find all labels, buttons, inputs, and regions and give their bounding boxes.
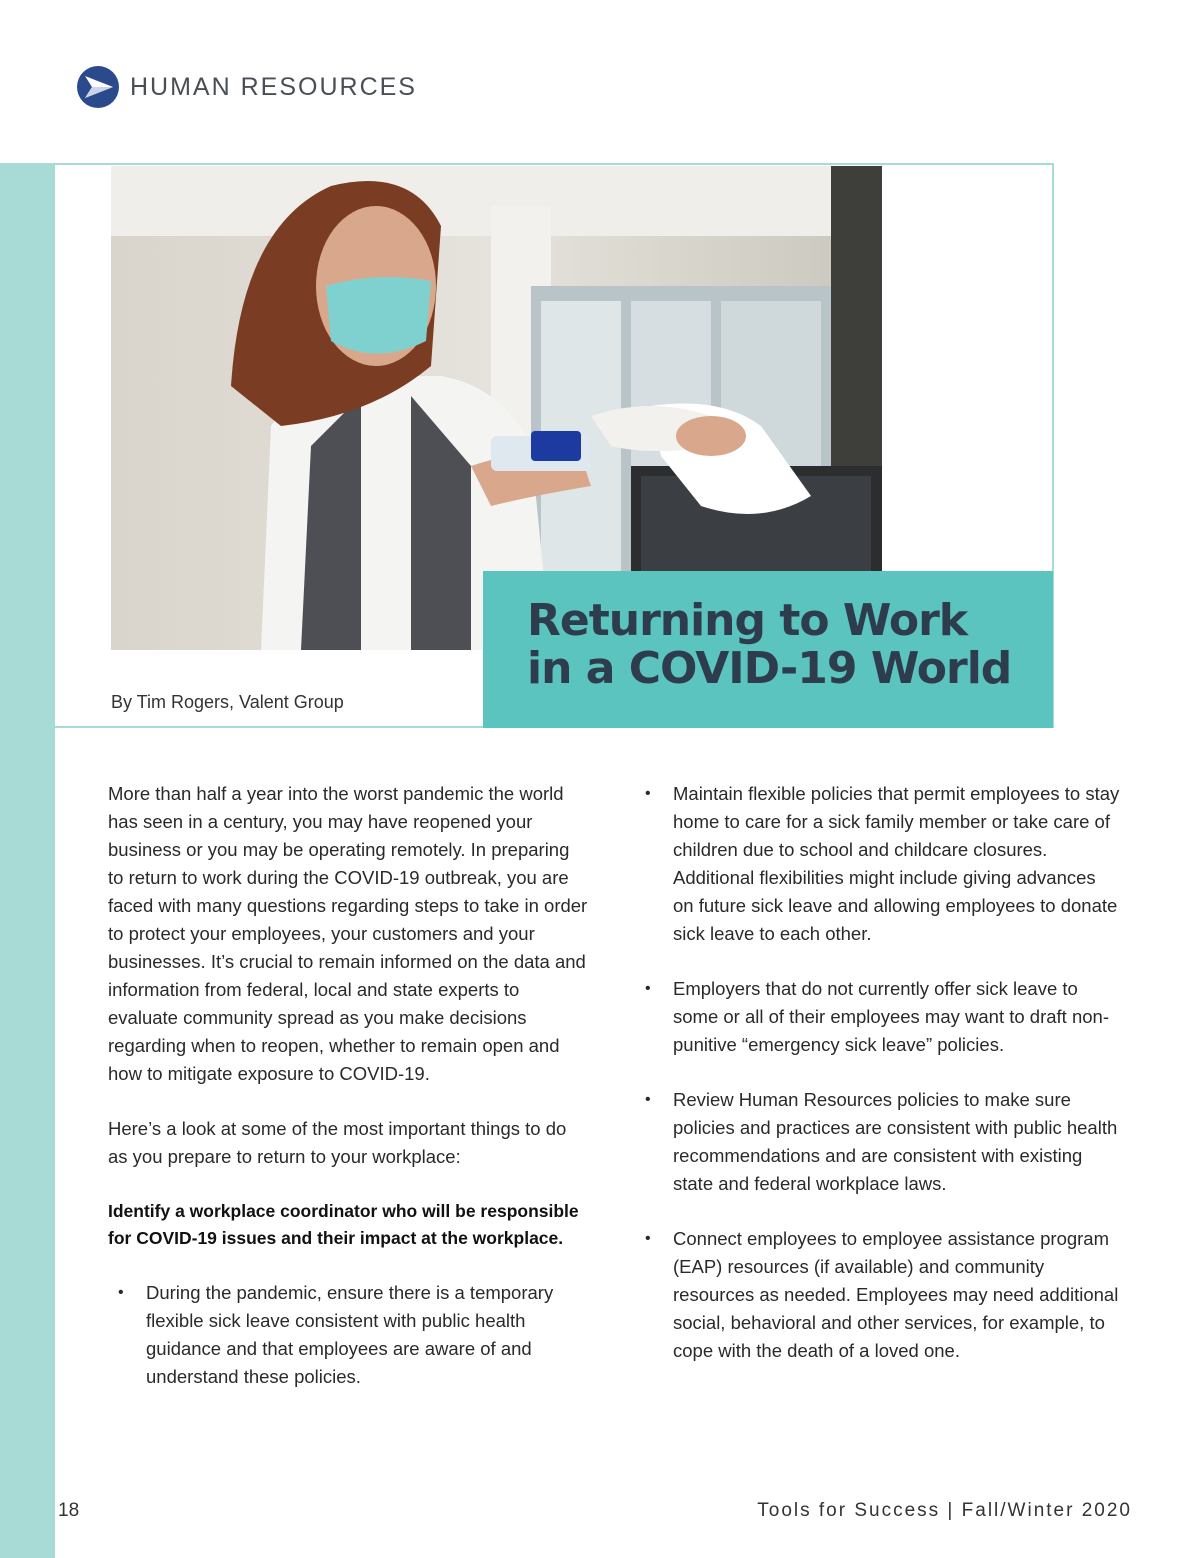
bullet-icon: • [645,1091,651,1108]
list-item-text: Employers that do not currently offer sick leave to some or all of their employees may want to draft non-punitive “emergency sick leave” policies. [673,978,1109,1055]
list-item-text: Maintain flexible policies that permit employees to stay home to care for a sick family member or take care of children due to school and childcare closures. Additional flexibilities might include giving advances on future sick leave and allowing employees to donate sick leave to each other. [673,783,1120,944]
bullet-icon: • [645,980,651,997]
list-item [645,1086,1120,1198]
list-item [645,1225,1120,1365]
bullet-icon: • [645,1230,651,1247]
arrow-circle-logo-icon [76,65,120,109]
title-box [483,571,1053,728]
article-title [527,597,1037,693]
list-item-text: Review Human Resources policies to make sure policies and practices are consistent with public health recommendations and are consistent with existing state and federal workplace laws. [673,1089,1118,1194]
list-item [645,975,1120,1059]
article-title-line-1: Returning to Work [527,595,968,646]
page-number: 18 [58,1500,80,1521]
bullet-icon: • [645,785,651,802]
section-label: HUMAN RESOURCES [130,72,417,101]
list-item-text: During the pandemic, ensure there is a temporary flexible sick leave consistent with public health guidance and that employees are aware of and understand these policies. [146,1282,554,1387]
bullet-icon: • [118,1284,124,1301]
intro-paragraph: More than half a year into the worst pandemic the world has seen in a century, you may have reopened your business or you may be operating remotely. In preparing to return to work during the COVID-19 outbreak, you are faced with many questions regarding steps to take in order to protect your employees, your customers and your businesses. It’s crucial to remain informed on the data and information from federal, local and state experts to evaluate community spread as you make decisions regarding when to reopen, whether to remain open and how to mitigate exposure to COVID-19. [108,783,588,1084]
list-item-text: Connect employees to employee assistance program (EAP) resources (if available) and community resources as needed. Employees may need additional social, behavioral and other services, for example, to cope with the death of a loved one. [673,1228,1119,1361]
publication-footer: Tools for Success | Fall/Winter 2020 [757,1500,1132,1521]
bold-heading: Identify a workplace coordinator who will be responsible for COVID-19 issues and their impact at the workplace. [108,1201,579,1248]
left-column [108,780,588,1391]
lead-in-paragraph: Here’s a look at some of the most important things to do as you prepare to return to your workplace: [108,1118,567,1167]
side-accent-bar [0,163,55,1558]
list-item [108,1279,588,1391]
byline: By Tim Rogers, Valent Group [111,692,344,712]
right-column [645,780,1120,1392]
article-title-line-2: in a COVID-19 World [527,643,1012,694]
list-item [645,780,1120,948]
section-header [76,64,417,110]
